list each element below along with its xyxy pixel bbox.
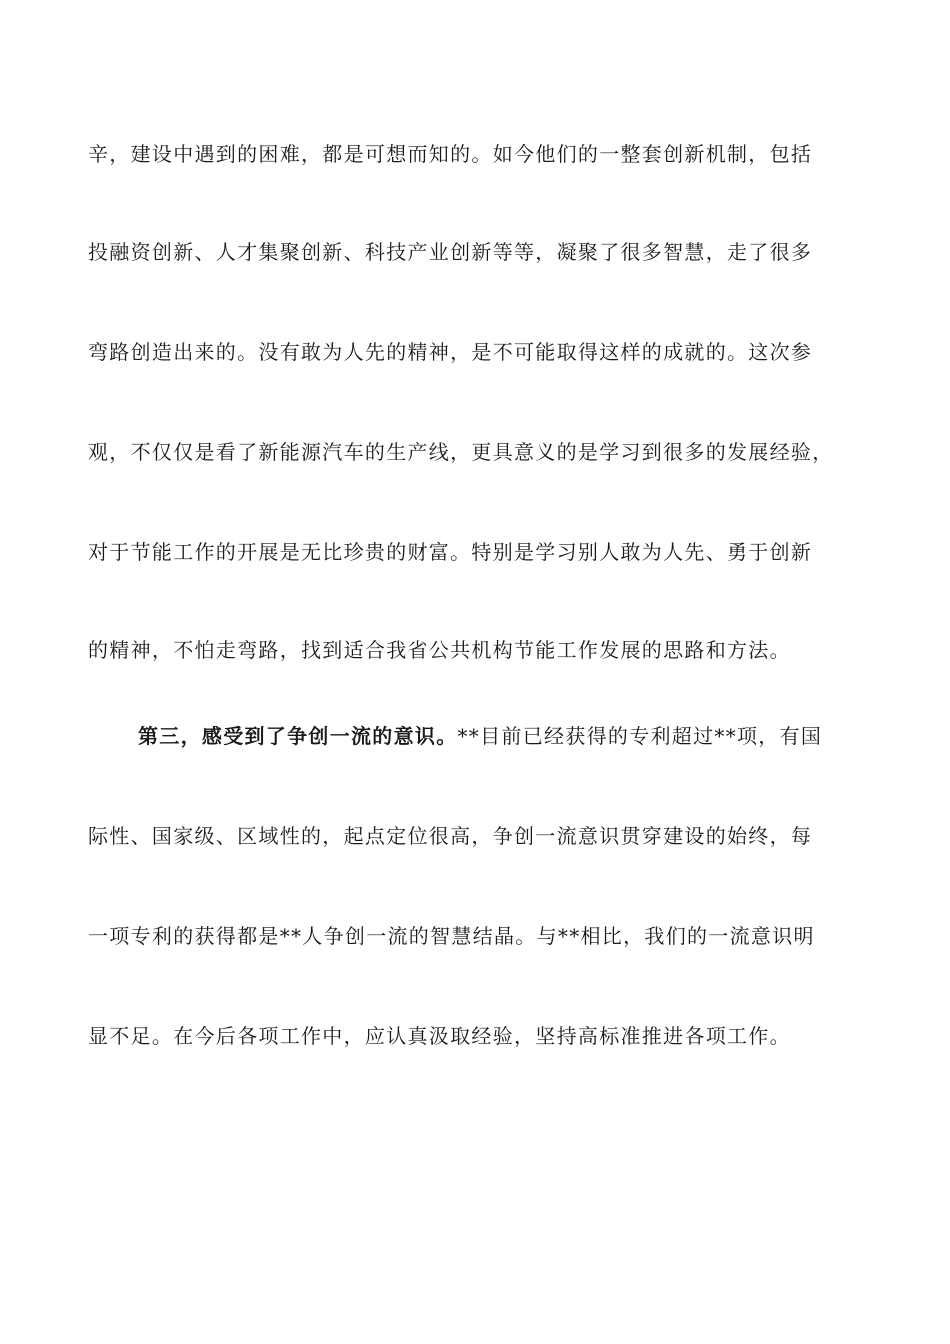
text-line: 显不足。在今后各项工作中，应认真汲取经验，坚持高标准推进各项工作。 (88, 1024, 791, 1048)
paragraph-heading: 第三，感受到了争创一流的意识。 (138, 724, 458, 748)
text-line: 对于节能工作的开展是无比珍贵的财富。特别是学习别人敢为人先、勇于创新 (88, 540, 813, 564)
text-line: 一项专利的获得都是**人争创一流的智慧结晶。与**相比，我们的一流意识明 (88, 924, 815, 948)
text-line: 际性、国家级、区域性的，起点定位很高，争创一流意识贯穿建设的始终，每 (88, 824, 813, 848)
text-line: 的精神，不怕走弯路，找到适合我省公共机构节能工作发展的思路和方法。 (88, 638, 791, 662)
text-line: 辛，建设中遇到的困难，都是可想而知的。如今他们的一整套创新机制，包括 (88, 142, 813, 166)
paragraph-first-line (138, 722, 878, 750)
text-line: 弯路创造出来的。没有敢为人先的精神，是不可能取得这样的成就的。这次参 (88, 340, 813, 364)
paragraph-first-line-text: **目前已经获得的专利超过**项，有国 (457, 724, 823, 748)
text-line: 观，不仅仅是看了新能源汽车的生产线，更具意义的是学习到很多的发展经验， (88, 440, 834, 464)
text-line: 投融资创新、人才集聚创新、科技产业创新等等，凝聚了很多智慧，走了很多 (88, 240, 813, 264)
